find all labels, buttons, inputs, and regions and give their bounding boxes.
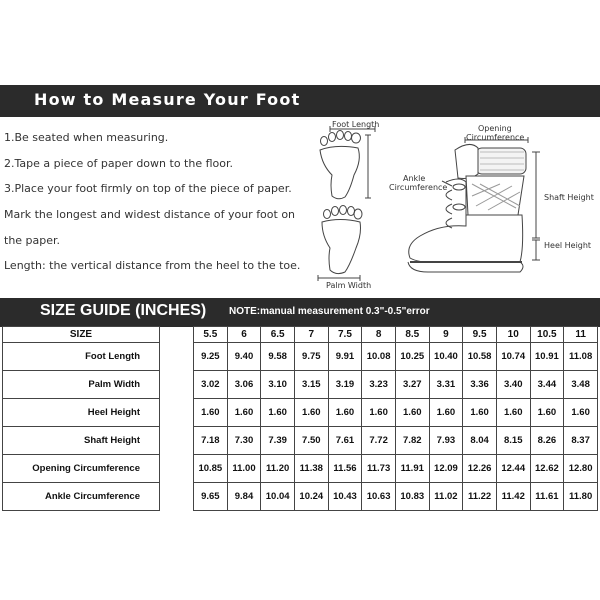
value-cell: 10.58 [463,343,497,371]
size-header-cell: 5.5 [194,327,228,343]
row-label: Palm Width [3,371,160,399]
size-header-cell: 8 [362,327,396,343]
ankle-label-line2: Circumference [389,183,448,192]
value-cell: 3.31 [429,371,463,399]
value-cell: 9.65 [194,483,228,511]
value-cell: 1.60 [564,399,598,427]
value-cell: 10.25 [395,343,429,371]
value-cell: 12.44 [496,455,530,483]
value-cell: 11.02 [429,483,463,511]
ankle-label-line1: Ankle [403,174,426,183]
table-row [3,343,598,371]
size-header-row [3,327,598,343]
value-cell: 1.60 [429,399,463,427]
value-cell: 7.30 [227,427,261,455]
value-cell: 1.60 [362,399,396,427]
value-cell: 3.19 [328,371,362,399]
table-gap-cell [160,455,194,483]
row-label: Heel Height [3,399,160,427]
value-cell: 11.38 [294,455,328,483]
size-header-cell: 10 [496,327,530,343]
value-cell: 7.93 [429,427,463,455]
size-header-cell: 7 [294,327,328,343]
opening-label-line2: Circumference [466,133,525,142]
table-gap-cell [160,399,194,427]
value-cell: 12.09 [429,455,463,483]
value-cell: 11.61 [530,483,564,511]
value-cell: 9.58 [261,343,295,371]
size-table [2,326,598,511]
table-row [3,399,598,427]
size-header-cell: 6 [227,327,261,343]
size-header-label: SIZE [3,327,160,343]
value-cell: 3.02 [194,371,228,399]
table-row [3,427,598,455]
value-cell: 1.60 [294,399,328,427]
value-cell: 9.40 [227,343,261,371]
value-cell: 1.60 [227,399,261,427]
instruction-line: 2.Tape a piece of paper down to the floor. [4,157,233,170]
size-header-cell: 10.5 [530,327,564,343]
shaft-height-label: Shaft Height [544,193,594,202]
heel-height-label: Heel Height [544,241,592,250]
foot-length-illustration [320,126,375,199]
measure-title: How to Measure Your Foot [34,90,301,109]
measurement-note: NOTE:manual measurement 0.3"-0.5"error [229,306,430,317]
value-cell: 1.60 [530,399,564,427]
value-cell: 3.40 [496,371,530,399]
instruction-line: Mark the longest and widest distance of your foot on [4,208,296,221]
table-row [3,371,598,399]
value-cell: 7.61 [328,427,362,455]
size-header-cell: 11 [564,327,598,343]
value-cell: 7.72 [362,427,396,455]
value-cell: 10.43 [328,483,362,511]
value-cell: 11.22 [463,483,497,511]
value-cell: 3.06 [227,371,261,399]
palm-width-label: Palm Width [326,281,372,290]
value-cell: 1.60 [194,399,228,427]
size-header-cell: 7.5 [328,327,362,343]
value-cell: 3.36 [463,371,497,399]
value-cell: 11.56 [328,455,362,483]
value-cell: 10.74 [496,343,530,371]
value-cell: 1.60 [395,399,429,427]
value-cell: 7.50 [294,427,328,455]
value-cell: 8.04 [463,427,497,455]
foot-length-label: Foot Length [332,120,380,129]
instruction-line: Length: the vertical distance from the heel to the toe. [4,259,301,272]
opening-label-line1: Opening [478,124,512,133]
value-cell: 10.91 [530,343,564,371]
value-cell: 10.83 [395,483,429,511]
value-cell: 3.23 [362,371,396,399]
value-cell: 1.60 [463,399,497,427]
value-cell: 8.15 [496,427,530,455]
value-cell: 3.44 [530,371,564,399]
value-cell: 11.91 [395,455,429,483]
table-gap-cell [160,483,194,511]
value-cell: 9.91 [328,343,362,371]
instruction-line: 3.Place your foot firmly on top of the piece of paper. [4,182,292,195]
table-row [3,483,598,511]
value-cell: 1.60 [328,399,362,427]
value-cell: 3.15 [294,371,328,399]
value-cell: 7.82 [395,427,429,455]
size-header-cell: 9 [429,327,463,343]
value-cell: 10.04 [261,483,295,511]
value-cell: 12.26 [463,455,497,483]
value-cell: 10.24 [294,483,328,511]
value-cell: 1.60 [496,399,530,427]
size-guide-title: SIZE GUIDE (INCHES) [40,302,207,319]
value-cell: 11.20 [261,455,295,483]
value-cell: 8.37 [564,427,598,455]
value-cell: 11.00 [227,455,261,483]
palm-width-illustration [318,206,362,282]
row-label: Ankle Circumference [3,483,160,511]
value-cell: 12.62 [530,455,564,483]
value-cell: 10.85 [194,455,228,483]
instruction-line: the paper. [4,234,61,247]
value-cell: 12.80 [564,455,598,483]
boot-illustration [408,144,526,272]
table-row [3,455,598,483]
size-header-cell: 8.5 [395,327,429,343]
table-gap-cell [160,327,194,343]
value-cell: 11.73 [362,455,396,483]
value-cell: 1.60 [261,399,295,427]
value-cell: 9.84 [227,483,261,511]
value-cell: 11.08 [564,343,598,371]
instruction-line: 1.Be seated when measuring. [4,131,169,144]
value-cell: 7.39 [261,427,295,455]
table-gap-cell [160,343,194,371]
value-cell: 10.63 [362,483,396,511]
size-header-cell: 6.5 [261,327,295,343]
value-cell: 10.40 [429,343,463,371]
size-header-cell: 9.5 [463,327,497,343]
table-gap-cell [160,371,194,399]
value-cell: 8.26 [530,427,564,455]
size-guide-banner [0,298,600,327]
value-cell: 3.48 [564,371,598,399]
row-label: Opening Circumference [3,455,160,483]
value-cell: 10.08 [362,343,396,371]
row-label: Shaft Height [3,427,160,455]
value-cell: 9.25 [194,343,228,371]
value-cell: 11.80 [564,483,598,511]
value-cell: 9.75 [294,343,328,371]
row-label: Foot Length [3,343,160,371]
value-cell: 11.42 [496,483,530,511]
value-cell: 7.18 [194,427,228,455]
value-cell: 3.10 [261,371,295,399]
table-gap-cell [160,427,194,455]
value-cell: 3.27 [395,371,429,399]
